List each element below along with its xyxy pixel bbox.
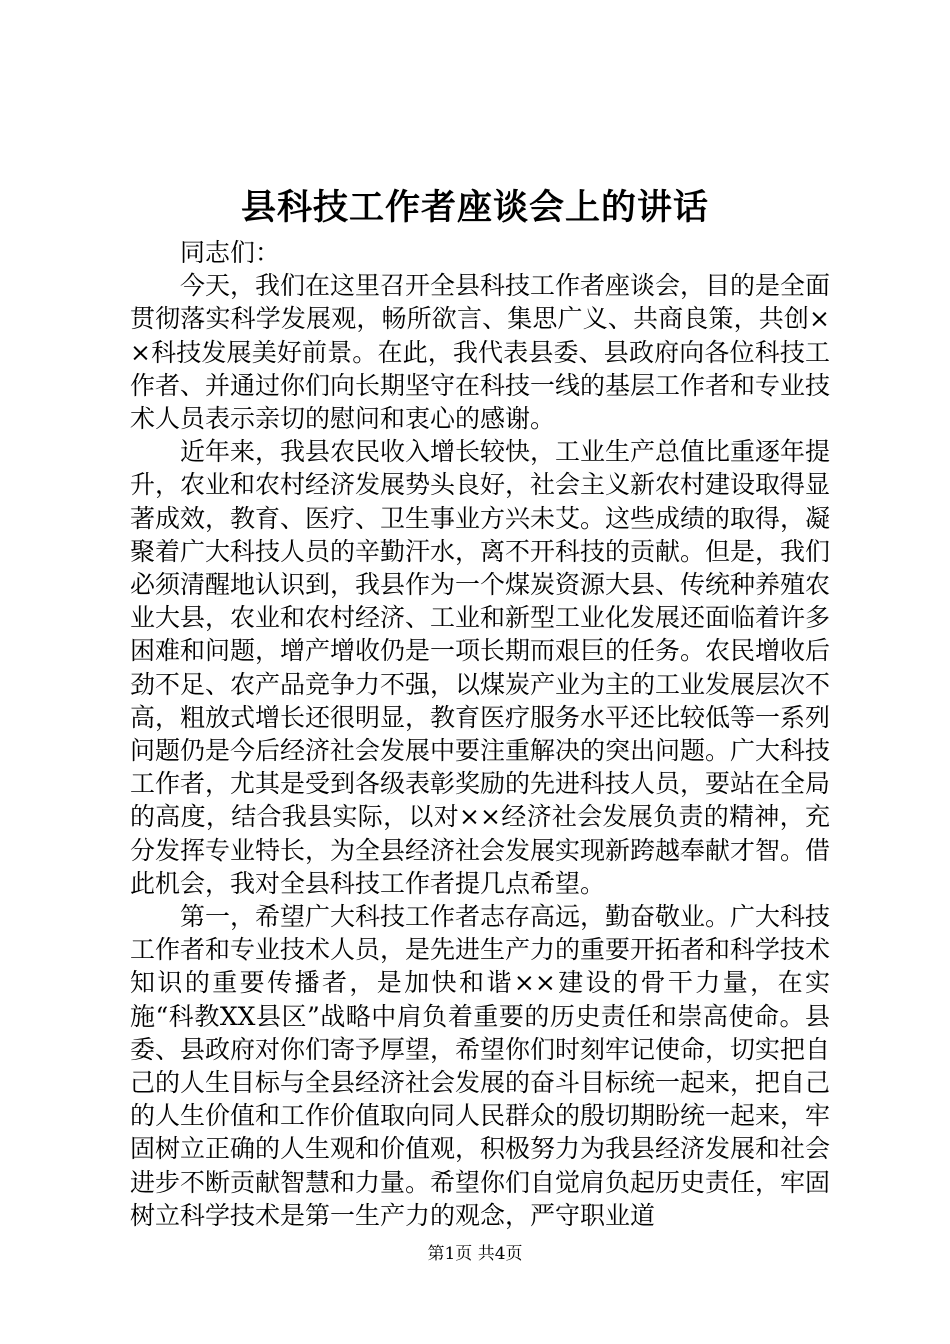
salutation: 同志们： [180, 238, 281, 267]
paragraph-1: 今天，我们在这里召开全县科技工作者座谈会，目的是全面贯彻落实科学发展观，畅所欲言、集思广义、共商良策，共创××科技发展美好前景。在此，我代表县委、县政府向各位科技工作者、并通过你们向长期坚守在科技一线的基层工作者和专业技术人员表示亲切的慰问和衷心的感谢。 [130, 271, 831, 434]
paragraph-3: 第一，希望广大科技工作者志存高远，勤奋敬业。广大科技工作者和专业技术人员，是先进生产力的重要开拓者和科学技术知识的重要传播者，是加快和谐××建设的骨干力量，在实施“科教XX县区”战略中肩负着重要的历史责任和崇高使命。县委、县政府对你们寄予厚望，希望你们时刻牢记使命，切实把自己的人生目标与全县经济社会发展的奋斗目标统一起来，把自己的人生价值和工作价值取向同人民群众的殷切期盼统一起来，牢固树立正确的人生观和价值观，积极努力为我县经济发展和社会进步不断贡献智慧和力量。希望你们自觉肩负起历史责任，牢固树立科学技术是第一生产力的观念，严守职业道 [130, 902, 831, 1230]
paragraph-2: 近年来，我县农民收入增长较快，工业生产总值比重逐年提升，农业和农村经济发展势头良好，社会主义新农村建设取得显著成效，教育、医疗、卫生事业方兴未艾。这些成绩的取得，凝聚着广大科技人员的辛勤汗水，离不开科技的贡献。但是，我们必须清醒地认识到，我县作为一个煤炭资源大县、传统种养殖农业大县，农业和农村经济、工业和新型工业化发展还面临着许多困难和问题，增产增收仍是一项长期而艰巨的任务。农民增收后劲不足、农产品竞争力不强，以煤炭产业为主的工业发展层次不高，粗放式增长还很明显，教育医疗服务水平还比较低等一系列问题仍是今后经济社会发展中要注重解决的突出问题。广大科技工作者，尤其是受到各级表彰奖励的先进科技人员，要站在全局的高度，结合我县实际，以对××经济社会发展负责的精神，充分发挥专业特长，为全县经济社会发展实现新跨越奉献才智。借此机会，我对全县科技工作者提几点希望。 [130, 437, 831, 898]
document-body [130, 236, 830, 1232]
document-title: 县科技工作者座谈会上的讲话 [240, 187, 709, 228]
page-number: 第1页 共4页 [427, 1244, 523, 1264]
page-footer [0, 1242, 950, 1266]
